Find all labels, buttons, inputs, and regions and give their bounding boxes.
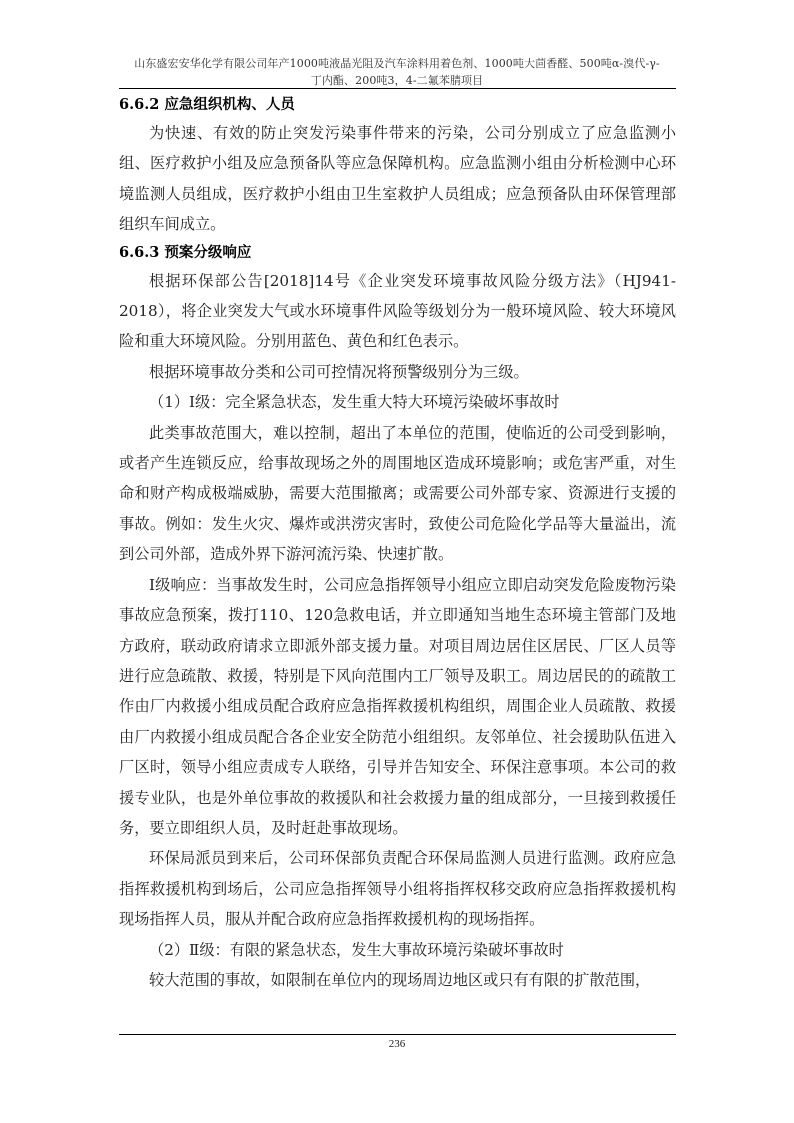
running-header-line-2: 丁内酯、200吨3，4-二氟苯腈项目 — [310, 74, 484, 87]
running-header-line-1: 山东盛宏安华化学有限公司年产1000吨液晶光阻及汽车涂料用着色剂、1000吨大茴香醛、500吨α-溴代-γ- — [134, 57, 660, 70]
running-header — [110, 55, 684, 89]
paragraph-risk-classification: 根据环保部公告[2018]14号《企业突发环境事故风险分级方法》（HJ941-2018），将企业突发大气或水环境事件风险等级划分为一般环境风险、较大环境风险和重大环境风险。分别用蓝色、黄色和红色表示。 — [119, 271, 676, 351]
paragraph-emergency-organization: 为快速、有效的防止突发污染事件带来的污染，公司分别成立了应急监测小组、医疗救护小组及应急预备队等应急保障机构。应急监测小组由分析检测中心环境监测人员组成，医疗救护小组由卫生室救护人员组成；应急预备队由环保管理部组织车间成立。 — [119, 124, 676, 234]
header-rule — [119, 88, 676, 89]
page-body — [119, 92, 676, 995]
list-item-level-1: （1）Ⅰ级：完全紧急状态，发生重大特大环境污染破坏事故时 — [149, 393, 560, 412]
paragraph-level-1-response: Ⅰ级响应：当事故发生时，公司应急指挥领导小组应立即启动突发危险废物污染事故应急预案，拨打110、120急救电话，并立即通知当地生态环境主管部门及地方政府，联动政府请求立即派外部支援力量。对项目周边居住区居民、厂区人员等进行应急疏散、救援，特别是下风向范围内工厂领导及职工。周边居民的的疏散工作由厂内救援小组成员配合政府应急指挥救援机构组织，周围企业人员疏散、救援由厂内救援小组成员配合各企业安全防范小组组织。友邻单位、社会援助队伍进入厂区时，领导小组应责成专人联络，引导并告知安全、环保注意事项。本公司的救援专业队，也是外单位事故的救援队和社会救援力量的组成部分，一旦接到救援任务，要立即组织人员，及时赶赴事故现场。 — [119, 575, 676, 837]
section-heading-6-6-3: 6.6.3 预案分级响应 — [119, 243, 252, 261]
paragraph-level-1-description: 此类事故范围大，难以控制，超出了本单位的范围，使临近的公司受到影响，或者产生连锁反应，给事故现场之外的周围地区造成环境影响；或危害严重，对生命和财产构成极端威胁，需要大范围撤离；或需要公司外部专家、资源进行支援的事故。例如：发生火灾、爆炸或洪涝灾害时，致使公司危险化学品等大量溢出，流到公司外部，造成外界下游河流污染、快速扩散。 — [119, 423, 676, 564]
footer-rule — [119, 1034, 676, 1035]
paragraph-warning-levels: 根据环境事故分类和公司可控情况将预警级别分为三级。 — [149, 362, 529, 381]
paragraph-epb-handover: 环保局派员到来后，公司环保部负责配合环保局监测人员进行监测。政府应急指挥救援机构到场后，公司应急指挥领导小组将指挥权移交政府应急指挥救援机构现场指挥人员，服从并配合政府应急指挥救援机构的现场指挥。 — [119, 849, 676, 929]
list-item-level-2: （2）Ⅱ级：有限的紧急状态，发生大事故环境污染破坏事故时 — [149, 940, 564, 959]
paragraph-level-2-description: 较大范围的事故，如限制在单位内的现场周边地区或只有有限的扩散范围， — [149, 970, 651, 989]
page-number: 236 — [388, 1038, 406, 1050]
section-heading-6-6-2: 6.6.2 应急组织机构、人员 — [119, 96, 295, 113]
